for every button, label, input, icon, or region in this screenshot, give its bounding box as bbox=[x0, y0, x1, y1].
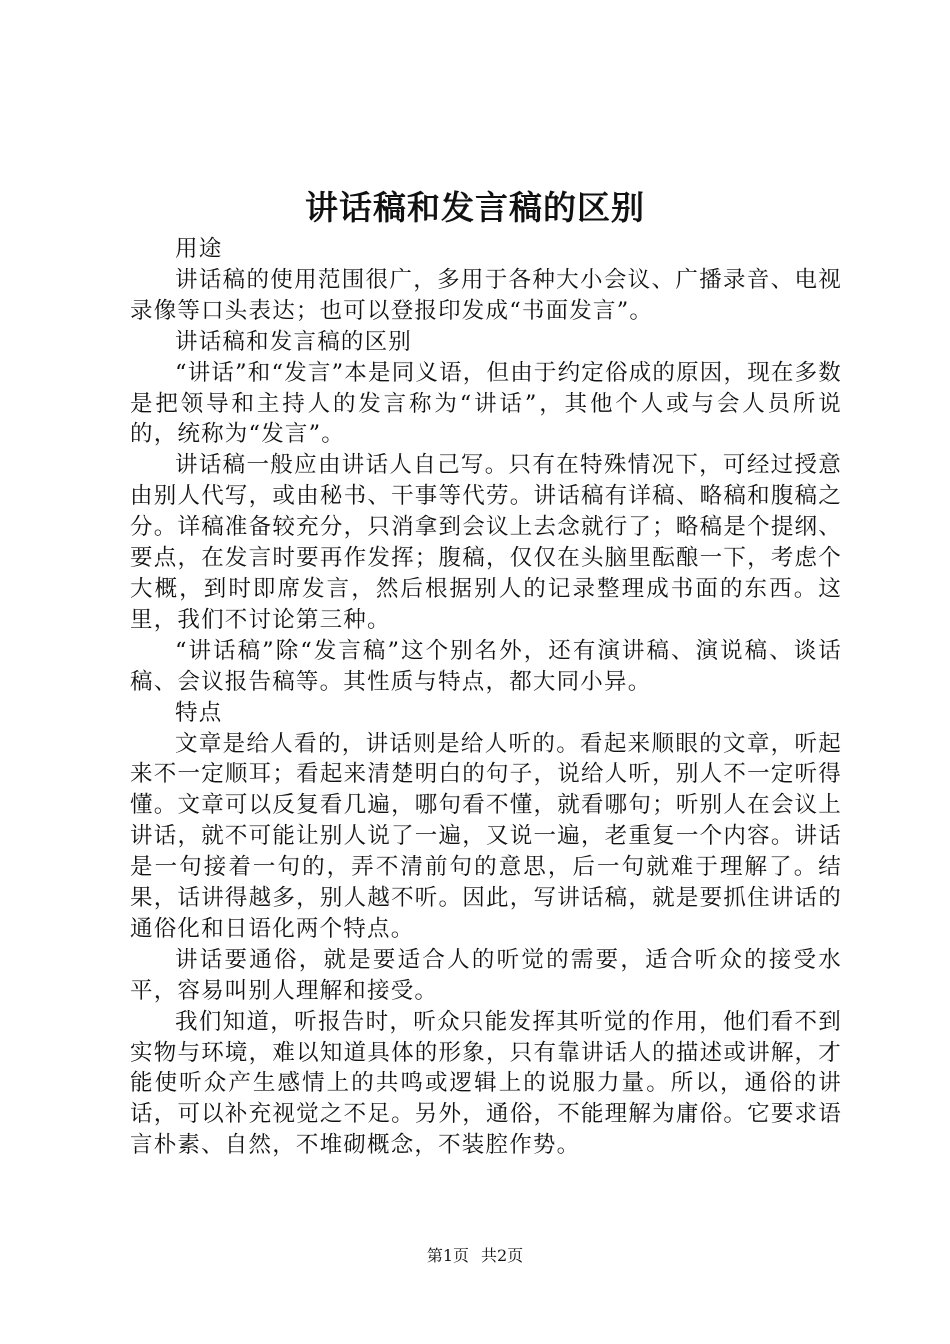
page-footer bbox=[0, 1246, 950, 1266]
section-heading-features: 特点 bbox=[175, 699, 223, 726]
section-heading-difference: 讲话稿和发言稿的区别 bbox=[175, 328, 413, 355]
paragraph: 讲话要通俗，就是要适合人的听觉的需要，适合听众的接受水平，容易叫别人理解和接受。 bbox=[130, 946, 842, 1004]
paragraph: 讲话稿的使用范围很广，多用于各种大小会议、广播录音、电视录像等口头表达；也可以登报印发成“书面发言”。 bbox=[130, 266, 842, 324]
paragraph: 我们知道，听报告时，听众只能发挥其听觉的作用，他们看不到实物与环境，难以知道具体的形象，只有靠讲话人的描述或讲解，才能使听众产生感情上的共鸣或逻辑上的说服力量。所以，通俗的讲话，可以补充视觉之不足。另外，通俗，不能理解为庸俗。它要求语言朴素、自然，不堆砌概念，不装腔作势。 bbox=[130, 1008, 842, 1159]
paragraph: 文章是给人看的，讲话则是给人听的。看起来顺眼的文章，听起来不一定顺耳；看起来清楚明白的句子，说给人听，别人不一定听得懂。文章可以反复看几遍，哪句看不懂，就看哪句；听别人在会议上讲话，就不可能让别人说了一遍，又说一遍，老重复一个内容。讲话是一句接着一句的，弄不清前句的意思，后一句就难于理解了。结果，话讲得越多，别人越不听。因此，写讲话稿，就是要抓住讲话的通俗化和日语化两个特点。 bbox=[130, 730, 842, 942]
paragraph: 讲话稿一般应由讲话人自己写。只有在特殊情况下，可经过授意由别人代写，或由秘书、干事等代劳。讲话稿有详稿、略稿和腹稿之分。详稿准备较充分，只消拿到会议上去念就行了；略稿是个提纲、要点，在发言时要再作发挥；腹稿，仅仅在头脑里酝酿一下，考虑个大概，到时即席发言，然后根据别人的记录整理成书面的东西。这里，我们不讨论第三种。 bbox=[130, 452, 842, 633]
document-title: 讲话稿和发言稿的区别 bbox=[305, 188, 645, 227]
document-body bbox=[130, 234, 842, 1161]
paragraph: “讲话稿”除“发言稿”这个别名外，还有演讲稿、演说稿、谈话稿、会议报告稿等。其性质与特点，都大同小异。 bbox=[130, 637, 842, 695]
section-heading-usage: 用途 bbox=[175, 236, 223, 262]
page-total: 共2页 bbox=[481, 1246, 524, 1265]
page-number: 第1页 bbox=[426, 1246, 469, 1265]
paragraph: “讲话”和“发言”本是同义语，但由于约定俗成的原因，现在多数是把领导和主持人的发言称为“讲话”，其他个人或与会人员所说的，统称为“发言”。 bbox=[130, 359, 843, 448]
